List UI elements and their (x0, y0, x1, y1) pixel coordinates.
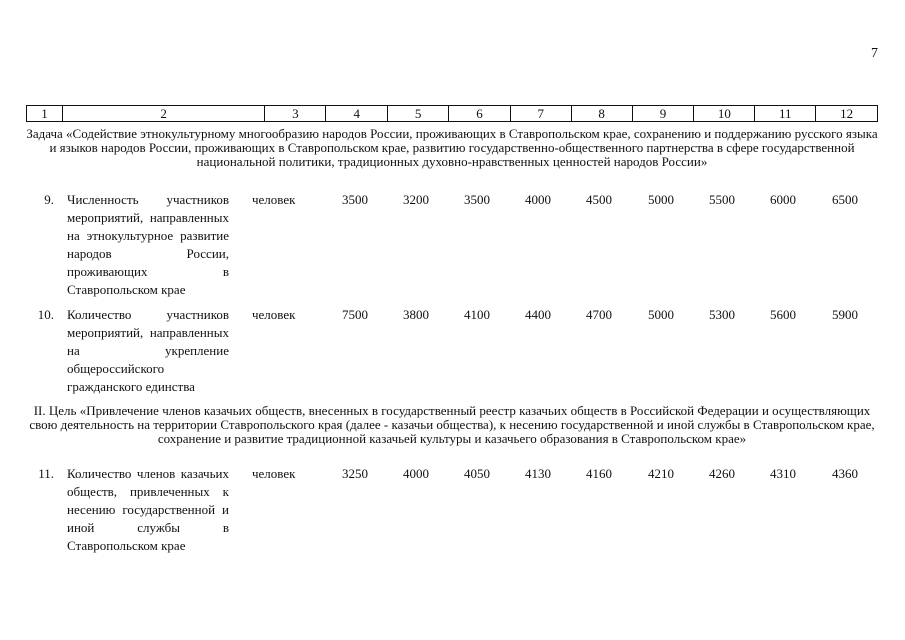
value-cell: 5000 (648, 192, 674, 207)
value-cell: 3500 (464, 192, 490, 207)
value-cell: 4000 (525, 192, 551, 207)
indicator-name: Количество членов казачьих обществ, привлеченных к несению государственной и иной службы в Ставропольском крае (67, 466, 229, 553)
value-cell: 5500 (709, 192, 735, 207)
row-number: 11. (38, 466, 54, 481)
header-cell: 7 (511, 106, 572, 121)
header-cell: 10 (694, 106, 755, 121)
value-cell: 3500 (342, 192, 368, 207)
table-header-row (26, 105, 878, 122)
header-cell: 2 (63, 106, 266, 121)
value-cell: 4210 (648, 466, 674, 481)
value-cell: 3250 (342, 466, 368, 481)
header-cell: 9 (633, 106, 695, 121)
unit-cell: человек (252, 307, 296, 322)
goal-section-heading: II. Цель «Привлечение членов казачьих обществ, внесенных в государственный реестр казачьих обществ в Российской Федерации и осуществляющих свою деятельность на территории Ставропольского края (далее - казачьи общества), к несению государственной и иной службы в Ставропольском крае, сохранение и развитие традиционной казачьей культуры и казачьего образования в Ставропольском крае» (29, 403, 875, 446)
value-cell: 3800 (403, 307, 429, 322)
value-cell: 4400 (525, 307, 551, 322)
value-cell: 4260 (709, 466, 735, 481)
header-cell: 4 (326, 106, 388, 121)
value-cell: 7500 (342, 307, 368, 322)
value-cell: 4700 (586, 307, 612, 322)
value-cell: 5600 (770, 307, 796, 322)
value-cell: 4100 (464, 307, 490, 322)
indicator-name: Количество участников мероприятий, направленных на укрепление общероссийского гражданского единства (67, 307, 229, 394)
header-cell: 12 (840, 106, 854, 121)
header-cell: 8 (572, 106, 633, 121)
value-cell: 5000 (648, 307, 674, 322)
value-cell: 4160 (586, 466, 612, 481)
indicator-name: Численность участников мероприятий, направленных на этнокультурное развитие народов России, проживающих в Ставропольском крае (67, 192, 229, 297)
row-number: 10. (37, 307, 54, 322)
task-section-heading: Задача «Содействие этнокультурному многообразию народов России, проживающих в Ставропольском крае, сохранению и поддержанию русского языка и языков народов России, проживающих в Ставропольском крае, развитию государственно-общественного партнерства в сфере государственной национальной политики, традиционных духовно-нравственных ценностей народов России» (26, 126, 878, 169)
header-cell: 11 (755, 106, 816, 121)
header-cell: 6 (449, 106, 511, 121)
header-cell: 1 (27, 106, 63, 121)
value-cell: 4130 (525, 466, 551, 481)
header-cell: 5 (388, 106, 449, 121)
value-cell: 6000 (770, 192, 796, 207)
header-cell: 3 (265, 106, 326, 121)
value-cell: 3200 (403, 192, 429, 207)
unit-cell: человек (252, 192, 296, 207)
row-number: 9. (44, 192, 54, 207)
page-number: 7 (871, 46, 878, 61)
value-cell: 4000 (403, 466, 429, 481)
value-cell: 5300 (709, 307, 735, 322)
value-cell: 4360 (832, 466, 858, 481)
value-cell: 6500 (832, 192, 858, 207)
value-cell: 4310 (770, 466, 796, 481)
value-cell: 4500 (586, 192, 612, 207)
value-cell: 5900 (832, 307, 858, 322)
value-cell: 4050 (464, 466, 490, 481)
unit-cell: человек (252, 466, 296, 481)
